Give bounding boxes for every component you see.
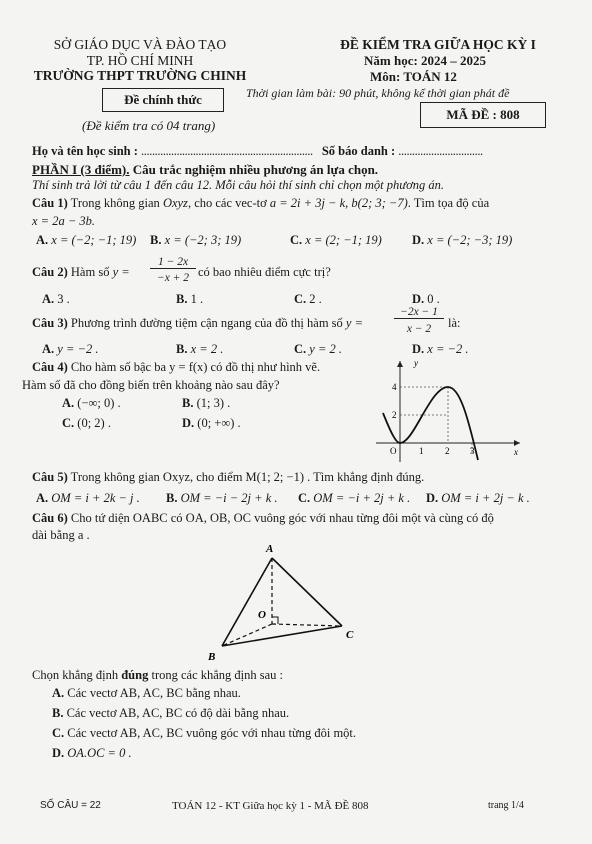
graph-x-tick-2: 2: [445, 446, 450, 456]
q5-option-a[interactable]: [36, 491, 140, 506]
q3-denominator: x − 2: [406, 323, 432, 335]
option-text: y = −2 .: [57, 342, 99, 356]
option-text: 2 .: [309, 292, 322, 306]
q3-stem: [32, 306, 572, 338]
pages-note: (Đề kiểm tra có 04 trang): [82, 118, 216, 133]
footer-question-count: SỐ CÂU = 22: [40, 800, 101, 811]
option-label: C.: [294, 342, 307, 356]
official-box: [102, 88, 224, 112]
option-text: x = (−2; −1; 19): [51, 233, 137, 247]
student-name-field[interactable]: ...............................................................: [141, 144, 313, 158]
option-text: (0; 2) .: [77, 416, 111, 430]
subject: Môn: TOÁN 12: [370, 69, 457, 84]
part1-heading: [32, 162, 378, 178]
vertex-a-label: A: [266, 543, 274, 555]
option-label: D.: [426, 491, 439, 505]
q1-vector-b: b(2; 3; −7): [351, 196, 408, 210]
option-text: Các vectơ AB, AC, BC bằng nhau.: [67, 686, 241, 700]
option-text: x = (−2; 3; 19): [164, 233, 242, 247]
q3-option-a[interactable]: [42, 342, 98, 357]
q4-line1: Cho hàm số bậc ba y = f(x) có đồ thị như hình vẽ.: [67, 360, 321, 374]
graph-y-tick-4: 4: [392, 382, 397, 392]
graph-y-label: y: [414, 358, 418, 368]
q1-option-b[interactable]: [150, 233, 241, 248]
q1-text-a: Trong không gian: [67, 196, 163, 210]
option-text: OM = i + 2j − k .: [441, 491, 530, 505]
option-text: (1; 3) .: [196, 396, 231, 410]
option-label: D.: [182, 416, 195, 430]
option-text: 0 .: [427, 292, 440, 306]
q2-option-d[interactable]: [412, 292, 440, 307]
option-label: D.: [412, 233, 425, 247]
time-note: Thời gian làm bài: 90 phút, không kể thời gian phát đề: [246, 86, 510, 100]
student-id-field[interactable]: ...............................: [398, 144, 483, 158]
exam-code: MÃ ĐỀ : 808: [446, 107, 520, 122]
option-text: x = 2 .: [190, 342, 224, 356]
option-text: x = (−2; −3; 19): [427, 233, 513, 247]
q5-option-d[interactable]: [426, 491, 530, 506]
q6-option-b[interactable]: [52, 706, 289, 721]
q6-line2: dài bằng a .: [32, 528, 90, 542]
q4-graph: [374, 358, 524, 464]
option-text: (−∞; 0) .: [77, 396, 121, 410]
q6-prompt-emphasis: đúng: [121, 668, 149, 682]
part1-instruction: Thí sinh trả lời từ câu 1 đến câu 12. Mỗi câu hỏi thí sinh chỉ chọn một phương án.: [32, 178, 445, 192]
q4-option-d[interactable]: [182, 416, 241, 431]
option-text: OM = −i − 2j + k .: [180, 491, 278, 505]
student-name-label: Họ và tên học sinh :: [32, 144, 138, 158]
q6-line1: Cho tứ diện OABC có OA, OB, OC vuông góc với nhau từng đôi một và cùng có độ: [67, 511, 494, 525]
q4-label: Câu 4): [32, 360, 68, 374]
q6-label: Câu 6): [32, 511, 68, 525]
q1-vector-a: a = 2i + 3j − k: [269, 196, 346, 210]
option-label: B.: [176, 342, 188, 356]
graph-x-label: x: [514, 447, 518, 457]
option-text: 3 .: [57, 292, 70, 306]
part1-subtitle: Câu trắc nghiệm nhiều phương án lựa chọn.: [129, 162, 379, 177]
q2-option-c[interactable]: [294, 292, 322, 307]
q5-text: Trong không gian Oxyz, cho điểm M(1; 2; −1) . Tìm khẳng định đúng.: [67, 470, 425, 484]
q3-numerator: −2x − 1: [394, 306, 444, 319]
q5-option-c[interactable]: [298, 491, 410, 506]
option-label: B.: [52, 706, 64, 720]
q3-option-b[interactable]: [176, 342, 223, 357]
q3-text-b: là:: [448, 316, 461, 330]
city-name: TP. HỒ CHÍ MINH: [86, 53, 194, 68]
q1-option-d[interactable]: [412, 233, 512, 248]
q6-option-c[interactable]: [52, 726, 356, 741]
q6-stem: [32, 511, 494, 526]
q4-option-a[interactable]: [62, 396, 121, 411]
vertex-b-label: B: [208, 651, 216, 663]
student-id-label: Số báo danh :: [321, 144, 396, 158]
part1-title: PHẦN I (3 điểm).: [32, 162, 130, 177]
q2-option-b[interactable]: [176, 292, 203, 307]
q2-numerator: 1 − 2x: [150, 256, 196, 269]
option-text: 1 .: [190, 292, 204, 306]
footer-center: TOÁN 12 - KT Giữa học kỳ 1 - MÃ ĐỀ 808: [172, 800, 369, 812]
vertex-o-label: O: [258, 609, 266, 621]
option-label: C.: [298, 491, 311, 505]
graph-y-tick-2: 2: [392, 410, 397, 420]
option-text: (0; +∞) .: [197, 416, 241, 430]
option-text: Các vectơ AB, AC, BC vuông góc với nhau từng đôi một.: [67, 726, 357, 740]
q1-space: Oxyz: [162, 196, 188, 210]
q2-text-b: có bao nhiêu điểm cực trị?: [198, 265, 331, 279]
q6-prompt-a: Chọn khẳng định: [32, 668, 122, 682]
q6-option-d[interactable]: [52, 746, 132, 761]
option-label: B.: [150, 233, 162, 247]
option-label: D.: [52, 746, 65, 760]
q2-option-a[interactable]: [42, 292, 70, 307]
q5-label: Câu 5): [32, 470, 68, 484]
exam-title: ĐỀ KIỂM TRA GIỮA HỌC KỲ I: [340, 37, 536, 52]
school-year: Năm học: 2024 – 2025: [364, 53, 487, 68]
q3-label: Câu 3): [32, 316, 68, 330]
q1-option-c[interactable]: [290, 233, 382, 248]
q3-option-d[interactable]: [412, 342, 468, 357]
q1-line2: x = 2a − 3b.: [32, 214, 96, 228]
student-info-row: [32, 144, 483, 159]
option-text: OM = i + 2k − j .: [51, 491, 140, 505]
option-text: Các vectơ AB, AC, BC có độ dài bằng nhau.: [66, 706, 290, 720]
option-label: B.: [176, 292, 188, 306]
option-label: A.: [52, 686, 65, 700]
option-label: A.: [42, 292, 55, 306]
q2-text-a: Hàm số: [67, 265, 113, 279]
q2-denominator: −x + 2: [156, 272, 190, 284]
option-label: A.: [36, 491, 49, 505]
q1-label: Câu 1): [32, 196, 68, 210]
q2-label: Câu 2): [32, 265, 68, 279]
option-label: A.: [36, 233, 49, 247]
option-label: B.: [182, 396, 194, 410]
option-label: C.: [294, 292, 307, 306]
vertex-c-label: C: [346, 629, 354, 641]
graph-origin: O: [390, 446, 397, 456]
q4-line2: Hàm số đã cho đồng biến trên khoảng nào sau đây?: [22, 378, 280, 392]
q3-text-a: Phương trình đường tiệm cận ngang của đồ thị hàm số: [67, 316, 346, 330]
department-name: SỞ GIÁO DỤC VÀ ĐÀO TẠO: [53, 37, 227, 52]
q6-tetrahedron: [200, 540, 370, 666]
graph-x-tick-1: 1: [419, 446, 424, 456]
q6-prompt-b: trong các khẳng định sau :: [148, 668, 284, 682]
option-text: OA.OC = 0 .: [67, 746, 132, 760]
option-text: OM = −i + 2j + k .: [313, 491, 411, 505]
q3-option-c[interactable]: [294, 342, 342, 357]
q5-option-b[interactable]: [166, 491, 278, 506]
footer-page: trang 1/4: [488, 800, 524, 811]
graph-x-tick-3: 3: [470, 446, 475, 456]
q5-stem: [32, 470, 424, 485]
option-label: C.: [52, 726, 65, 740]
option-label: A.: [42, 342, 55, 356]
q1-text-b: , cho các vec-tơ: [187, 196, 270, 210]
school-name: TRƯỜNG THPT TRƯỜNG CHINH: [33, 68, 247, 83]
option-text: x = −2 .: [427, 342, 469, 356]
exam-code-box: [420, 102, 546, 128]
q4-option-b[interactable]: [182, 396, 230, 411]
option-label: B.: [166, 491, 178, 505]
q3-y-eq: y =: [345, 316, 364, 330]
option-label: D.: [412, 292, 425, 306]
option-text: x = (2; −1; 19): [305, 233, 382, 247]
official-label: Đề chính thức: [124, 92, 202, 107]
q1-stem: Câu 1) Trong không gian Oxyz, cho các vec-tơ a = 2i + 3j − k, b(2; 3; −7). Tìm tọa độ của: [32, 196, 490, 210]
option-text: y = 2 .: [309, 342, 343, 356]
q2-y-eq: y =: [112, 265, 130, 279]
q4-stem: [32, 360, 320, 375]
option-label: A.: [62, 396, 75, 410]
option-label: C.: [290, 233, 303, 247]
q4-option-c[interactable]: [62, 416, 111, 431]
q1-text-c: . Tìm tọa độ của: [407, 196, 490, 210]
q6-prompt: [32, 668, 283, 683]
option-label: D.: [412, 342, 425, 356]
option-label: C.: [62, 416, 75, 430]
q1-option-a[interactable]: [36, 233, 136, 248]
q6-option-a[interactable]: [52, 686, 241, 701]
